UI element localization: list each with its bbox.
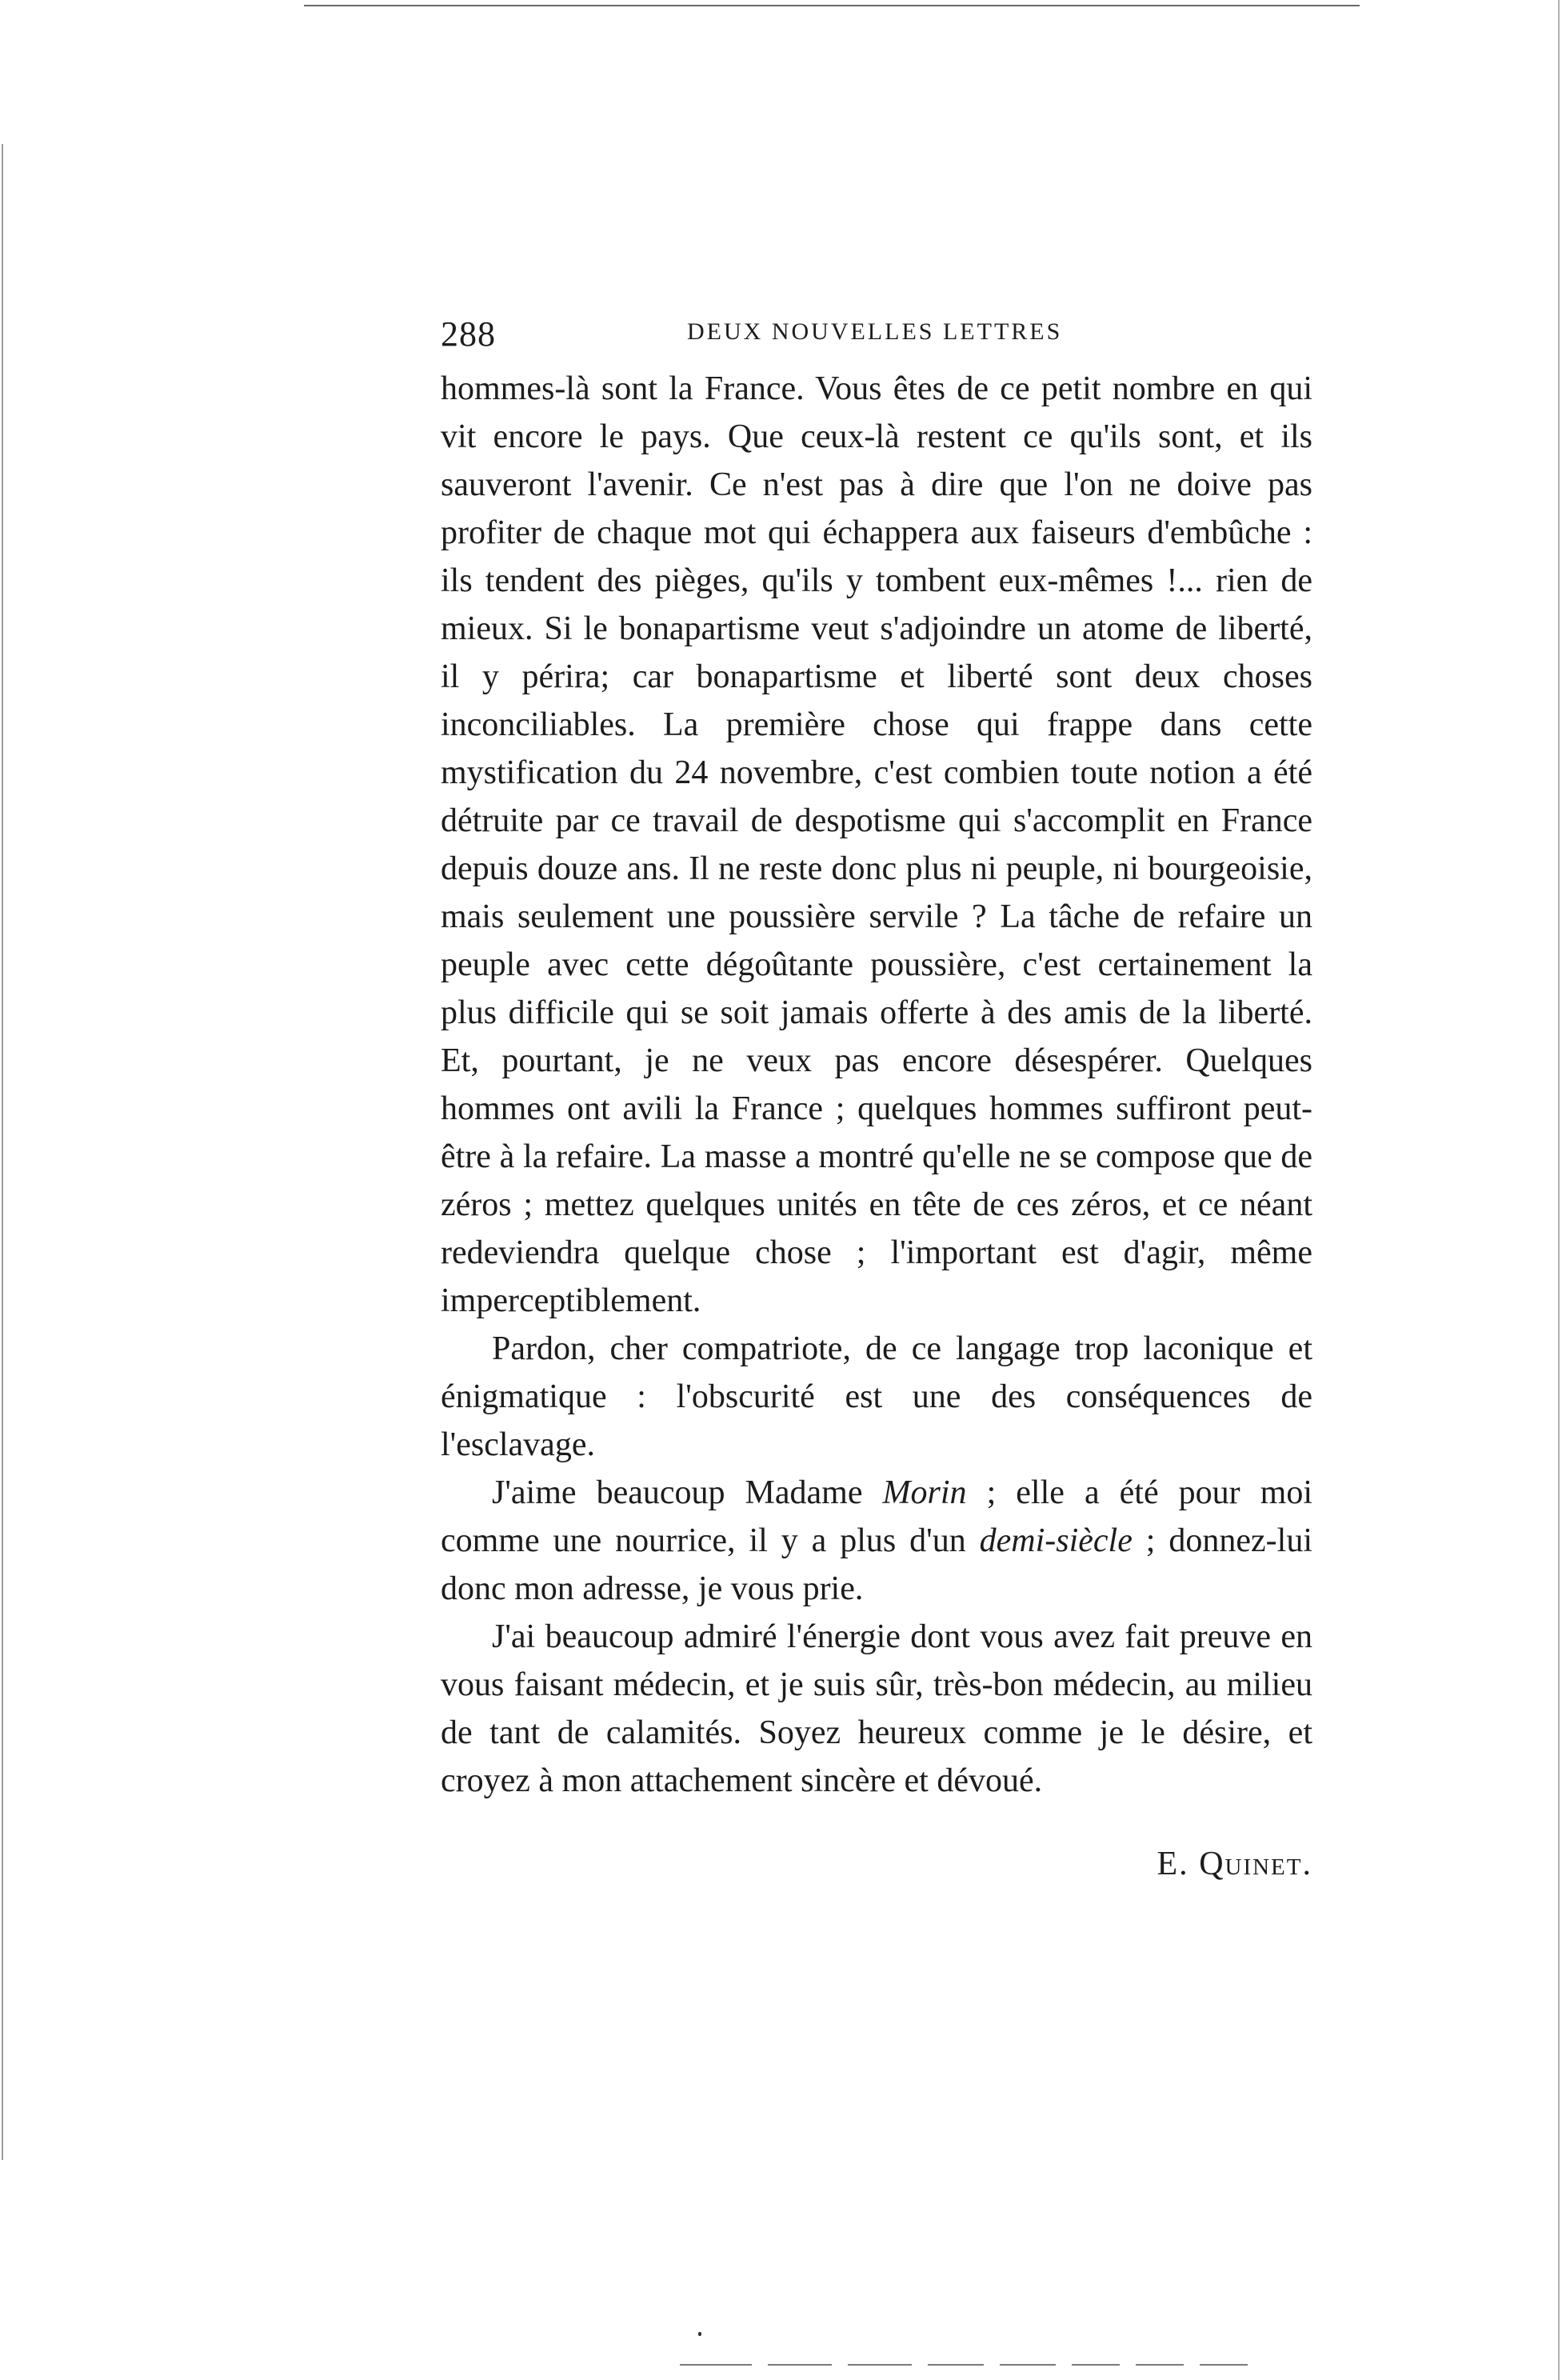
morin-italic-name: Morin	[882, 1474, 967, 1511]
running-head	[441, 314, 1312, 365]
morin-text-after: ; donnez-lui donc mon adresse, je vous prie.	[441, 1522, 1312, 1607]
signature-initial: E.	[1157, 1846, 1200, 1882]
paragraph-continuation: hommes-là sont la France. Vous êtes de ce petit nombre en qui vit encore le pays. Que ceux-là restent ce qu'ils sont, et ils sauveront l'avenir. Ce n'est pas à dire que l'on ne doive pas profiter de chaque mot qui échappera aux faiseurs d'embûche : ils tendent des pièges, qu'ils y tombent eux-mêmes !... rien de mieux. Si le bonapartisme veut s'adjoindre un atome de liberté, il y périra; car bonapartisme et liberté sont deux choses inconciliables. La première chose qui frappe dans cette mystification du 24 novembre, c'est combien toute notion a été détruite par ce travail de despotisme qui s'accomplit en France depuis douze ans. Il ne reste donc plus ni peuple, ni bourgeoisie, mais seulement une poussière servile ? La tâche de refaire un peuple avec cette dégoûtante poussière, c'est certainement la plus difficile qui se soit jamais offerte à des amis de la liberté. Et, pourtant, je ne veux pas encore désespérer. Quelques hommes ont avili la France ; quelques hommes suffiront peut-être à la refaire. La masse a montré qu'elle ne se compose que de zéros ; mettez quelques unités en tête de ces zéros, et ce néant redeviendra quelque chose ; l'important est d'agir, même imperceptiblement.	[441, 370, 1312, 1319]
signature-name: Quinet.	[1199, 1846, 1312, 1882]
paragraph-pardon: Pardon, cher compatriote, de ce langage trop laconique et énigmatique : l'obscurité est une des conséquences de l'esclavage.	[441, 1330, 1312, 1463]
bottom-scan-dash	[928, 2364, 984, 2366]
morin-italic-century: demi-siècle	[979, 1522, 1133, 1559]
letter-body	[441, 365, 1312, 1805]
left-scan-edge	[2, 144, 3, 2160]
top-scan-edge	[304, 5, 1360, 6]
bottom-scan-dash	[680, 2364, 752, 2366]
paragraph-closing: J'ai beaucoup admiré l'énergie dont vous avez fait preuve en vous faisant médecin, et je suis sûr, très-bon médecin, au milieu de tant de calamités. Soyez heureux comme je le désire, et croyez à mon attachement sincère et dévoué.	[441, 1618, 1312, 1799]
running-title: DEUX NOUVELLES LETTRES	[687, 318, 1063, 345]
morin-text-before: J'aime beaucoup Madame	[492, 1474, 883, 1511]
bottom-scan-dash	[768, 2364, 832, 2366]
page-number: 288	[441, 314, 496, 354]
bottom-scan-dash	[1200, 2364, 1248, 2366]
bottom-scan-dash	[1000, 2364, 1056, 2366]
signature	[441, 1845, 1312, 1883]
book-page	[441, 314, 1312, 1883]
bottom-scan-dash	[1136, 2364, 1184, 2366]
paragraph-morin	[441, 1469, 1312, 1613]
morin-text-middle: ; elle a été pour moi comme une nourrice, il y a plus d'un	[441, 1474, 1312, 1559]
right-scan-edge	[1558, 0, 1560, 2380]
bottom-scan-dash	[1072, 2364, 1120, 2366]
bottom-scan-dash	[848, 2364, 912, 2366]
ink-speck	[698, 2332, 701, 2336]
